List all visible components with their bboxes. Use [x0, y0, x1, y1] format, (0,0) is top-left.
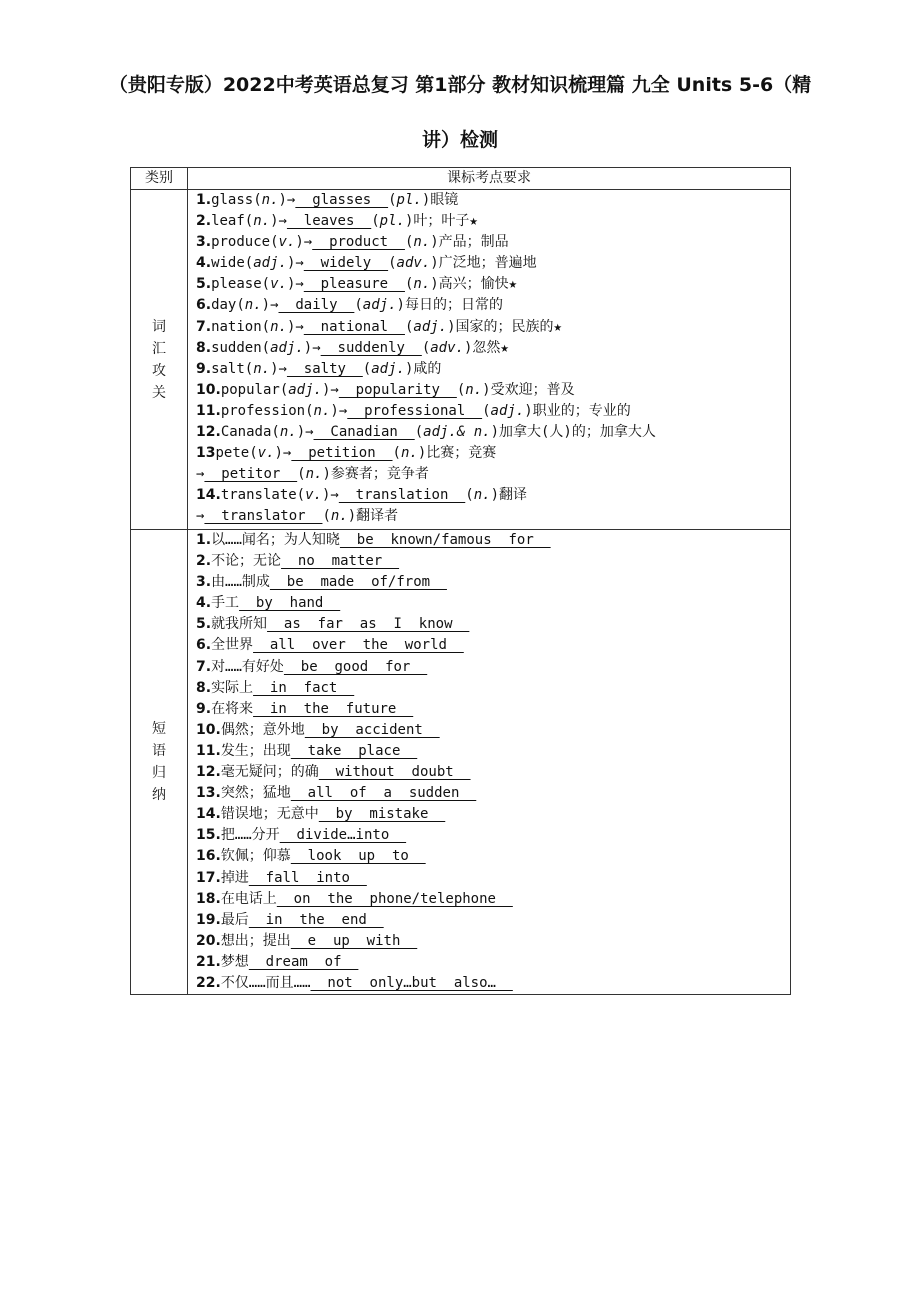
answer-blank: pleasure	[303, 276, 405, 293]
part-of-speech: v.	[305, 487, 322, 504]
answer-blank: be good for	[283, 658, 428, 675]
arrow: )→	[270, 213, 287, 230]
base-word: nation(	[211, 318, 271, 335]
part-of-speech: adj.	[362, 297, 397, 314]
arrow: )→	[295, 234, 313, 251]
arrow: )→	[330, 402, 348, 419]
chinese-meaning: 手工	[211, 595, 240, 612]
part-of-speech: v.	[270, 276, 287, 293]
phrase-line	[196, 783, 790, 804]
item-number: 12.	[196, 764, 221, 781]
phrase-line	[196, 551, 790, 572]
vocab-line	[196, 401, 790, 422]
item-number: 4.	[196, 255, 212, 272]
category-char: 短	[152, 721, 166, 738]
vocab-line	[196, 295, 790, 316]
answer-blank: widely	[303, 255, 389, 272]
item-number: 13	[196, 445, 216, 462]
paren: (	[414, 424, 424, 441]
item-number: 12.	[196, 424, 221, 441]
paren: (	[322, 508, 331, 525]
phrase-line	[196, 910, 790, 931]
phrase-line	[196, 657, 790, 678]
answer-blank: popularity	[338, 381, 457, 398]
meaning: )咸的	[404, 360, 442, 377]
chinese-meaning: 突然；猛地	[220, 785, 291, 802]
chinese-meaning: 错误地；无意中	[220, 806, 319, 823]
arrow: )→	[321, 487, 339, 504]
phrase-line	[196, 614, 790, 635]
phrase-section-row	[131, 530, 791, 995]
answer-blank: by accident	[304, 721, 440, 738]
arrow: →	[196, 466, 205, 483]
vocab-line	[196, 443, 790, 464]
arrow: )→	[286, 276, 304, 293]
paren: (	[421, 339, 431, 356]
chinese-meaning: 对……有好处	[211, 658, 284, 675]
category-char: 归	[152, 765, 166, 782]
header-category: 类别	[131, 168, 188, 190]
meaning: )高兴；愉快★	[430, 276, 518, 293]
part-of-speech: n.	[244, 297, 262, 314]
phrase-line	[196, 720, 790, 741]
vocab-line	[196, 506, 790, 527]
answer-blank: be known/famous for	[339, 532, 551, 548]
item-number: 13.	[196, 785, 221, 802]
vocab-items	[188, 190, 791, 530]
meaning: )眼镜	[421, 192, 459, 208]
part-of-speech: n.	[305, 466, 323, 483]
item-number: 6.	[196, 297, 212, 314]
base-word: produce(	[211, 234, 279, 251]
answer-blank: suddenly	[320, 339, 422, 356]
meaning: )加拿大(人)的；加拿大人	[490, 424, 656, 441]
knowledge-table	[130, 167, 791, 995]
paren: (	[456, 381, 466, 398]
vocab-line	[196, 485, 790, 506]
phrase-line	[196, 952, 790, 973]
chinese-meaning: 在电话上	[220, 890, 277, 907]
paren: (	[354, 297, 363, 314]
item-number: 22.	[196, 974, 221, 991]
category-char: 汇	[152, 340, 166, 357]
item-number: 15.	[196, 827, 221, 844]
meaning: )参赛者；竞争者	[322, 466, 429, 483]
base-word: pete(	[215, 445, 258, 462]
document-title-line-2: 讲）检测	[421, 129, 498, 151]
vocab-line	[196, 464, 790, 485]
paren: (	[392, 445, 401, 462]
item-number: 8.	[196, 679, 212, 696]
phrase-line	[196, 635, 790, 656]
item-number: 14.	[196, 806, 221, 823]
paren: (	[362, 360, 372, 377]
vocab-line	[196, 359, 790, 380]
base-word: glass(	[211, 192, 262, 208]
item-number: 3.	[196, 234, 212, 251]
item-number: 3.	[196, 574, 212, 591]
answer-blank: petitor	[204, 466, 298, 483]
vocab-category-label	[131, 190, 188, 530]
item-number: 11.	[196, 402, 221, 419]
item-number: 8.	[196, 339, 212, 356]
part-of-speech: pl.	[379, 213, 405, 230]
vocab-line	[196, 422, 790, 443]
part-of-speech: n.	[313, 402, 331, 419]
chinese-meaning: 想出；提出	[220, 932, 291, 949]
answer-blank: all over the world	[253, 637, 464, 654]
item-number: 5.	[196, 616, 212, 633]
part-of-speech: adj.	[413, 318, 448, 335]
part-of-speech: adj.	[490, 402, 525, 419]
item-number: 11.	[196, 742, 221, 759]
vocab-line	[196, 211, 790, 232]
meaning: )翻译	[490, 487, 527, 504]
answer-blank: all of a sudden	[290, 785, 477, 802]
arrow: →	[196, 508, 205, 525]
item-number: 10.	[196, 381, 221, 398]
part-of-speech: adj.	[253, 255, 287, 272]
part-of-speech: n.	[400, 445, 418, 462]
paren: (	[297, 466, 306, 483]
answer-blank: fall into	[248, 869, 367, 886]
answer-blank: daily	[278, 297, 355, 314]
paren: (	[482, 402, 491, 419]
item-number: 20.	[196, 932, 221, 949]
part-of-speech: adj.	[270, 339, 304, 356]
item-number: 19.	[196, 911, 221, 928]
chinese-meaning: 发生；出现	[220, 742, 291, 759]
table-header-row	[131, 168, 791, 190]
answer-blank: no matter	[281, 553, 400, 570]
item-number: 10.	[196, 721, 221, 738]
answer-blank: divide…into	[279, 827, 407, 844]
arrow: )→	[296, 424, 314, 441]
item-number: 7.	[196, 318, 212, 335]
item-number: 14.	[196, 487, 221, 504]
phrase-line	[196, 973, 790, 994]
answer-blank: Canadian	[313, 424, 415, 441]
phrase-line	[196, 572, 790, 593]
arrow: )→	[274, 445, 292, 462]
paren: (	[404, 234, 414, 251]
phrase-line	[196, 699, 790, 720]
phrase-line	[196, 804, 790, 825]
item-number: 2.	[196, 213, 212, 230]
meaning: )忽然★	[463, 339, 509, 356]
phrase-line	[196, 931, 790, 952]
category-char: 词	[152, 318, 166, 335]
part-of-speech: n.	[261, 192, 279, 208]
item-number: 17.	[196, 869, 221, 886]
meaning: )比赛；竞赛	[417, 445, 497, 462]
chinese-meaning: 不论；无论	[211, 553, 282, 570]
phrase-line	[196, 762, 790, 783]
base-word: day(	[211, 297, 245, 314]
phrase-line	[196, 678, 790, 699]
part-of-speech: v.	[278, 234, 296, 251]
part-of-speech: adj.	[371, 360, 405, 377]
chinese-meaning: 实际上	[211, 679, 254, 696]
item-number: 16.	[196, 848, 221, 865]
phrase-line	[196, 741, 790, 762]
answer-blank: in fact	[253, 679, 355, 696]
answer-blank: be made of/from	[269, 574, 447, 591]
base-word: translate(	[220, 487, 306, 504]
chinese-meaning: 全世界	[211, 637, 254, 654]
part-of-speech: n.	[279, 424, 297, 441]
answer-blank: national	[303, 318, 405, 335]
arrow: )→	[286, 255, 304, 272]
vocab-line	[196, 253, 790, 274]
item-number: 2.	[196, 553, 212, 570]
paren: (	[388, 255, 397, 272]
answer-blank: by mistake	[318, 806, 446, 823]
chinese-meaning: 最后	[220, 911, 249, 928]
part-of-speech: adj.	[288, 381, 322, 398]
part-of-speech: n.	[253, 360, 271, 377]
vocab-line	[196, 232, 790, 253]
meaning: )职业的；专业的	[524, 402, 631, 419]
answer-blank: by hand	[239, 595, 341, 612]
chinese-meaning: 掉进	[220, 869, 249, 886]
item-number: 9.	[196, 360, 212, 377]
chinese-meaning: 梦想	[220, 953, 249, 970]
item-number: 9.	[196, 700, 212, 717]
part-of-speech: v.	[257, 445, 275, 462]
answer-blank: product	[312, 234, 405, 251]
meaning: )产品；制品	[430, 234, 509, 251]
chinese-meaning: 不仅……而且……	[220, 974, 311, 991]
part-of-speech: n.	[473, 487, 491, 504]
part-of-speech: n.	[413, 234, 431, 251]
item-number: 1.	[196, 532, 212, 548]
answer-blank: petition	[291, 445, 393, 462]
base-word: please(	[211, 276, 271, 293]
chinese-meaning: 以……闻名；为人知晓	[211, 532, 340, 548]
category-char: 关	[152, 384, 166, 401]
meaning: )每日的；日常的	[396, 297, 503, 314]
part-of-speech: n.	[330, 508, 348, 525]
paren: (	[404, 318, 414, 335]
arrow: )→	[261, 297, 279, 314]
answer-blank: take place	[290, 742, 418, 759]
phrase-line	[196, 825, 790, 846]
arrow: )→	[270, 360, 287, 377]
arrow: )→	[321, 381, 339, 398]
item-number: 4.	[196, 595, 212, 612]
vocab-line	[196, 317, 790, 338]
paren: (	[465, 487, 474, 504]
base-word: Canada(	[220, 424, 280, 441]
phrase-items	[188, 530, 791, 995]
part-of-speech: adj.& n.	[423, 424, 491, 441]
answer-blank: without doubt	[318, 764, 471, 781]
phrase-line	[196, 530, 790, 551]
item-number: 7.	[196, 658, 212, 675]
part-of-speech: n.	[465, 381, 483, 398]
answer-blank: as far as I know	[267, 616, 470, 633]
part-of-speech: pl.	[396, 192, 422, 208]
item-number: 5.	[196, 276, 212, 293]
answer-blank: in the end	[248, 911, 384, 928]
arrow: )→	[278, 192, 296, 208]
vocab-line	[196, 274, 790, 295]
answer-blank: look up to	[290, 848, 426, 865]
category-char: 纳	[152, 787, 166, 804]
meaning: )翻译者	[347, 508, 399, 525]
answer-blank: glasses	[295, 192, 389, 208]
chinese-meaning: 由……制成	[211, 574, 270, 591]
base-word: popular(	[220, 381, 289, 398]
answer-blank: salty	[286, 360, 363, 377]
answer-blank: dream of	[248, 953, 359, 970]
chinese-meaning: 就我所知	[211, 616, 268, 633]
chinese-meaning: 毫无疑问；的确	[220, 764, 319, 781]
base-word: salt(	[211, 360, 254, 377]
part-of-speech: adv.	[430, 339, 464, 356]
chinese-meaning: 在将来	[211, 700, 254, 717]
category-char: 语	[152, 743, 166, 760]
vocab-line	[196, 380, 790, 401]
item-number: 1.	[196, 192, 212, 208]
meaning: )国家的；民族的★	[447, 318, 562, 335]
phrase-category-label	[131, 530, 188, 995]
answer-blank: translation	[338, 487, 466, 504]
paren: (	[404, 276, 414, 293]
arrow: )→	[286, 318, 304, 335]
answer-blank: leaves	[286, 213, 372, 230]
phrase-line	[196, 846, 790, 867]
phrase-line	[196, 889, 790, 910]
arrow: )→	[303, 339, 321, 356]
answer-blank: professional	[347, 402, 483, 419]
document-title-line-1: （贵阳专版）2022中考英语总复习 第1部分 教材知识梳理篇 九全 Units 5-6（精	[108, 74, 812, 96]
answer-blank: translator	[204, 508, 323, 525]
item-number: 18.	[196, 890, 221, 907]
part-of-speech: n.	[253, 213, 271, 230]
vocab-line	[196, 190, 790, 211]
answer-blank: e up with	[290, 932, 418, 949]
base-word: wide(	[211, 255, 254, 272]
meaning: )广泛地；普遍地	[430, 255, 537, 272]
header-requirements: 课标考点要求	[188, 168, 791, 190]
item-number: 21.	[196, 953, 221, 970]
part-of-speech: n.	[270, 318, 287, 335]
chinese-meaning: 把……分开	[220, 827, 280, 844]
answer-blank: not only…but also…	[310, 974, 513, 991]
vocab-line	[196, 338, 790, 359]
base-word: leaf(	[211, 213, 254, 230]
base-word: sudden(	[211, 339, 271, 356]
paren: (	[388, 192, 397, 208]
meaning: )受欢迎；普及	[482, 381, 575, 398]
answer-blank: in the future	[253, 700, 414, 717]
chinese-meaning: 偶然；意外地	[220, 721, 305, 738]
base-word: profession(	[220, 402, 314, 419]
chinese-meaning: 钦佩；仰慕	[220, 848, 291, 865]
category-char: 攻	[152, 362, 166, 379]
answer-blank: on the phone/telephone	[276, 890, 513, 907]
paren: (	[371, 213, 380, 230]
meaning: )叶；叶子★	[404, 213, 478, 230]
phrase-line	[196, 868, 790, 889]
item-number: 6.	[196, 637, 212, 654]
part-of-speech: adv.	[396, 255, 431, 272]
vocab-section-row	[131, 190, 791, 530]
part-of-speech: n.	[413, 276, 431, 293]
phrase-line	[196, 593, 790, 614]
